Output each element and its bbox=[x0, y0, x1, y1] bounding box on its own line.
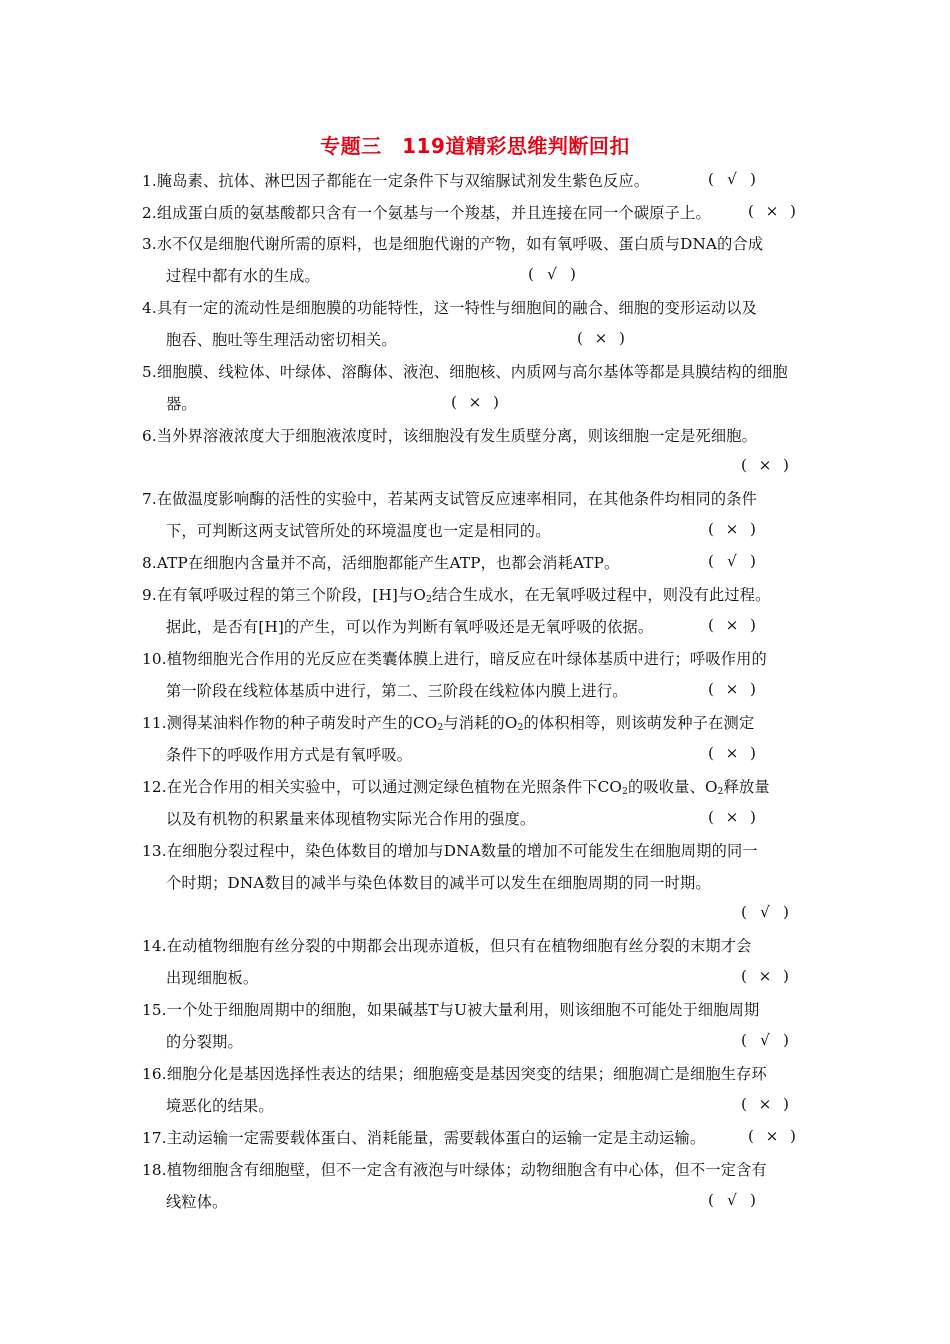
question-5-line-1 bbox=[142, 361, 788, 382]
paren-open: ( bbox=[528, 265, 534, 283]
check-mark: √ bbox=[760, 1031, 770, 1049]
paren-open: ( bbox=[708, 680, 714, 698]
cross-mark: × bbox=[765, 202, 779, 220]
paren-close: ) bbox=[749, 744, 756, 762]
question-text: 据此，是否有[H]的产生，可以作为判断有氧呼吸还是无氧呼吸的依据。 bbox=[166, 618, 654, 636]
question-number: 3. bbox=[142, 235, 157, 253]
cross-mark: × bbox=[725, 520, 739, 538]
question-text: 细胞膜、线粒体、叶绿体、溶酶体、液泡、细胞核、内质网与高尔基体等都是具膜结构的细胞 bbox=[156, 363, 788, 381]
question-text: 当外界溶液浓度大于细胞液浓度时，该细胞没有发生质壁分离，则该细胞一定是死细胞。 bbox=[156, 427, 758, 445]
paren-open: ( bbox=[708, 520, 714, 538]
question-18-line-2 bbox=[166, 1191, 228, 1212]
question-18-line-1 bbox=[142, 1159, 767, 1180]
question-15-line-2 bbox=[166, 1031, 243, 1052]
paren-close: ) bbox=[618, 329, 625, 347]
question-text: 在做温度影响酶的活性的实验中，若某两支试管反应速率相同，在其他条件均相同的条件 bbox=[156, 490, 758, 508]
question-number: 11. bbox=[142, 714, 167, 732]
answer-mark bbox=[748, 202, 796, 220]
paren-open: ( bbox=[741, 456, 747, 474]
question-text: 第一阶段在线粒体基质中进行，第二、三阶段在线粒体内膜上进行。 bbox=[166, 682, 628, 700]
question-text: 器。 bbox=[166, 395, 197, 413]
answer-mark bbox=[708, 744, 756, 762]
question-15-line-1 bbox=[142, 999, 759, 1020]
answer-mark bbox=[708, 680, 756, 698]
answer-mark bbox=[708, 170, 756, 188]
answer-mark bbox=[708, 808, 756, 826]
cross-mark: × bbox=[725, 680, 739, 698]
question-6-line-1 bbox=[142, 425, 757, 446]
question-text: ATP在细胞内含量并不高，活细胞都能产生ATP，也都会消耗ATP。 bbox=[156, 554, 620, 572]
question-text: 具有一定的流动性是细胞膜的功能特性，这一特性与细胞间的融合、细胞的变形运动以及 bbox=[156, 299, 758, 317]
cross-mark: × bbox=[725, 808, 739, 826]
question-text: 在细胞分裂过程中，染色体数目的增加与DNA数量的增加不可能发生在细胞周期的同一 bbox=[166, 842, 758, 860]
paren-close: ) bbox=[782, 456, 789, 474]
paren-close: ) bbox=[749, 170, 756, 188]
answer-mark bbox=[741, 967, 789, 985]
paren-open: ( bbox=[748, 202, 754, 220]
paren-open: ( bbox=[708, 170, 714, 188]
question-4-line-1 bbox=[142, 297, 757, 318]
question-text: 以及有机物的积累量来体现植物实际光合作用的强度。 bbox=[166, 810, 536, 828]
question-7-line-2 bbox=[166, 520, 551, 541]
question-14-line-1 bbox=[142, 935, 752, 956]
question-14-line-2 bbox=[166, 967, 258, 988]
cross-mark: × bbox=[758, 456, 772, 474]
question-number: 8. bbox=[142, 554, 157, 572]
question-text: 境恶化的结果。 bbox=[166, 1097, 274, 1115]
paren-open: ( bbox=[577, 329, 583, 347]
question-number: 16. bbox=[142, 1065, 167, 1083]
paren-open: ( bbox=[708, 744, 714, 762]
paren-close: ) bbox=[789, 202, 796, 220]
question-16-line-2 bbox=[166, 1095, 274, 1116]
question-11-line-2 bbox=[166, 744, 412, 765]
question-5-line-2 bbox=[166, 393, 197, 414]
question-7-line-1 bbox=[142, 488, 757, 509]
paren-open: ( bbox=[451, 393, 457, 411]
question-text: 出现细胞板。 bbox=[166, 969, 259, 987]
question-9-line-1 bbox=[142, 584, 771, 605]
question-2-line-1 bbox=[142, 202, 711, 223]
question-text: 组成蛋白质的氨基酸都只含有一个氨基与一个羧基，并且连接在同一个碳原子上。 bbox=[156, 204, 711, 222]
page-title: 专题三 119道精彩思维判断回扣 bbox=[320, 134, 630, 158]
paren-open: ( bbox=[741, 1031, 747, 1049]
check-mark: √ bbox=[760, 903, 770, 921]
cross-mark: × bbox=[758, 1095, 772, 1113]
question-text: 在有氧呼吸过程的第三个阶段，[H]与$O_2$结合生成水，在无氧呼吸过程中，则没有此过程。 bbox=[156, 586, 771, 605]
answer-mark bbox=[528, 265, 576, 283]
question-text: 细胞分化是基因选择性表达的结果；细胞癌变是基因突变的结果；细胞凋亡是细胞生存环 bbox=[166, 1065, 767, 1083]
answer-mark bbox=[451, 393, 499, 411]
paren-close: ) bbox=[749, 1191, 756, 1209]
cross-mark: × bbox=[725, 616, 739, 634]
question-text: 一个处于细胞周期中的细胞，如果碱基T与U被大量利用，则该细胞不可能处于细胞周期 bbox=[166, 1001, 760, 1019]
question-text: 在光合作用的相关实验中，可以通过测定绿色植物在光照条件下$CO_2$的吸收量、$O_2$释放量 bbox=[166, 778, 770, 797]
question-text: 线粒体。 bbox=[166, 1193, 228, 1211]
question-number: 6. bbox=[142, 427, 157, 445]
question-text: 下，可判断这两支试管所处的环境温度也一定是相同的。 bbox=[166, 522, 551, 540]
question-text: 测得某油料作物的种子萌发时产生的$CO_2$与消耗的$O_2$的体积相等，则该萌发种子在测定 bbox=[166, 714, 755, 733]
question-number: 2. bbox=[142, 204, 157, 222]
question-17-line-1 bbox=[142, 1127, 705, 1148]
question-1-line-1 bbox=[142, 170, 649, 191]
question-text: 条件下的呼吸作用方式是有氧呼吸。 bbox=[166, 746, 413, 764]
paren-close: ) bbox=[569, 265, 576, 283]
paren-close: ) bbox=[749, 680, 756, 698]
paren-open: ( bbox=[741, 967, 747, 985]
question-number: 12. bbox=[142, 778, 167, 796]
paren-close: ) bbox=[782, 967, 789, 985]
cross-mark: × bbox=[594, 329, 608, 347]
question-text: 个时期；DNA数目的减半与染色体数目的减半可以发生在细胞周期的同一时期。 bbox=[166, 874, 711, 892]
question-3-line-2 bbox=[166, 265, 320, 286]
question-number: 7. bbox=[142, 490, 157, 508]
answer-mark bbox=[741, 1031, 789, 1049]
paren-close: ) bbox=[782, 1031, 789, 1049]
question-10-line-1 bbox=[142, 648, 767, 669]
question-number: 10. bbox=[142, 650, 167, 668]
question-12-line-2 bbox=[166, 808, 535, 829]
answer-mark bbox=[741, 456, 789, 474]
cross-mark: × bbox=[468, 393, 482, 411]
question-10-line-2 bbox=[166, 680, 628, 701]
paren-close: ) bbox=[492, 393, 499, 411]
answer-mark bbox=[708, 1191, 756, 1209]
question-text: 水不仅是细胞代谢所需的原料，也是细胞代谢的产物，如有氧呼吸、蛋白质与DNA的合成 bbox=[156, 235, 764, 253]
answer-mark bbox=[741, 903, 789, 921]
paren-close: ) bbox=[749, 520, 756, 538]
question-4-line-2 bbox=[166, 329, 397, 350]
question-text: 植物细胞光合作用的光反应在类囊体膜上进行，暗反应在叶绿体基质中进行；呼吸作用的 bbox=[166, 650, 767, 668]
paren-close: ) bbox=[749, 552, 756, 570]
question-text: 胞吞、胞吐等生理活动密切相关。 bbox=[166, 331, 397, 349]
check-mark: √ bbox=[547, 265, 557, 283]
question-text: 的分裂期。 bbox=[166, 1033, 243, 1051]
check-mark: √ bbox=[727, 1191, 737, 1209]
paren-open: ( bbox=[748, 1127, 754, 1145]
paren-open: ( bbox=[708, 616, 714, 634]
question-13-line-2 bbox=[166, 872, 711, 893]
question-text: 主动运输一定需要载体蛋白、消耗能量，需要载体蛋白的运输一定是主动运输。 bbox=[166, 1129, 706, 1147]
question-number: 14. bbox=[142, 937, 167, 955]
question-16-line-1 bbox=[142, 1063, 767, 1084]
question-number: 18. bbox=[142, 1161, 167, 1179]
question-number: 13. bbox=[142, 842, 167, 860]
question-text: 在动植物细胞有丝分裂的中期都会出现赤道板，但只有在植物细胞有丝分裂的末期才会 bbox=[166, 937, 752, 955]
paren-open: ( bbox=[741, 903, 747, 921]
paren-close: ) bbox=[749, 808, 756, 826]
paren-open: ( bbox=[708, 1191, 714, 1209]
answer-mark bbox=[708, 552, 756, 570]
paren-close: ) bbox=[782, 1095, 789, 1113]
check-mark: √ bbox=[727, 552, 737, 570]
question-9-line-2 bbox=[166, 616, 653, 637]
paren-close: ) bbox=[789, 1127, 796, 1145]
answer-mark bbox=[577, 329, 625, 347]
question-number: 4. bbox=[142, 299, 157, 317]
question-number: 5. bbox=[142, 363, 157, 381]
question-text: 过程中都有水的生成。 bbox=[166, 267, 320, 285]
question-number: 17. bbox=[142, 1129, 167, 1147]
question-number: 15. bbox=[142, 1001, 167, 1019]
paren-open: ( bbox=[741, 1095, 747, 1113]
answer-mark bbox=[748, 1127, 796, 1145]
cross-mark: × bbox=[758, 967, 772, 985]
paren-open: ( bbox=[708, 552, 714, 570]
check-mark: √ bbox=[727, 170, 737, 188]
paren-close: ) bbox=[782, 903, 789, 921]
question-13-line-1 bbox=[142, 840, 758, 861]
paren-open: ( bbox=[708, 808, 714, 826]
answer-mark bbox=[741, 1095, 789, 1113]
question-3-line-1 bbox=[142, 233, 763, 254]
question-text: 植物细胞含有细胞壁，但不一定含有液泡与叶绿体；动物细胞含有中心体，但不一定含有 bbox=[166, 1161, 767, 1179]
paren-close: ) bbox=[749, 616, 756, 634]
question-number: 9. bbox=[142, 586, 157, 604]
question-11-line-1 bbox=[142, 712, 754, 733]
question-text: 腌岛素、抗体、淋巴因子都能在一定条件下与双缩脲试剂发生紫色反应。 bbox=[156, 172, 650, 190]
cross-mark: × bbox=[765, 1127, 779, 1145]
question-12-line-1 bbox=[142, 776, 770, 797]
answer-mark bbox=[708, 616, 756, 634]
cross-mark: × bbox=[725, 744, 739, 762]
question-8-line-1 bbox=[142, 552, 619, 573]
answer-mark bbox=[708, 520, 756, 538]
question-number: 1. bbox=[142, 172, 157, 190]
